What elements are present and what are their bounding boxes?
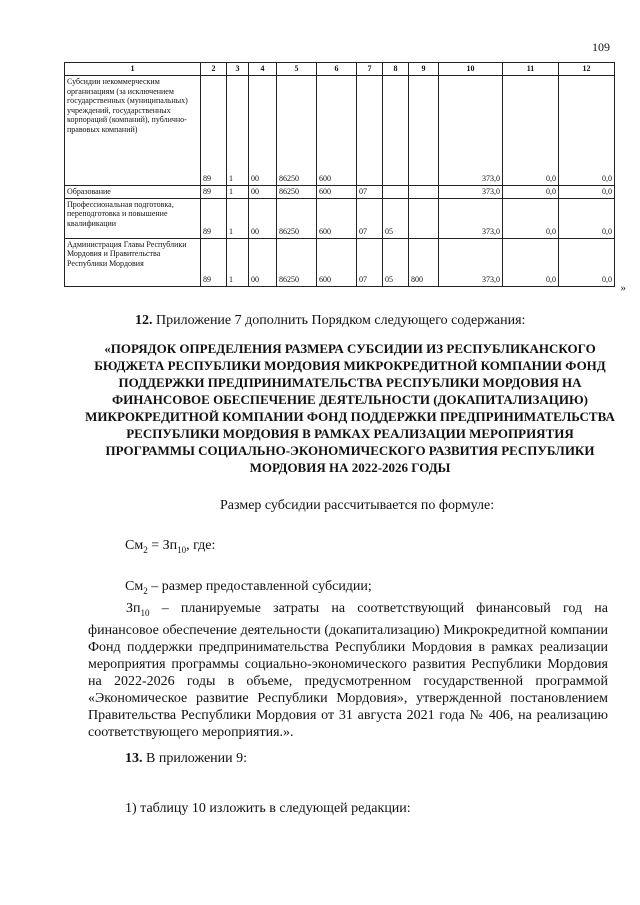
table-cell: 07 <box>357 186 383 199</box>
table-cell: 00 <box>249 198 277 238</box>
table-cell: 89 <box>201 76 227 186</box>
table-cell <box>383 76 409 186</box>
table-cell: 86250 <box>277 238 317 286</box>
table-cell <box>409 198 439 238</box>
column-header-10: 10 <box>439 63 503 76</box>
table-cell: 0,0 <box>559 198 615 238</box>
item-13-text: В приложении 9: <box>146 751 248 766</box>
definition-zp <box>88 600 608 741</box>
item-13 <box>125 750 640 767</box>
table-cell: 373,0 <box>439 238 503 286</box>
table-cell: 0,0 <box>503 238 559 286</box>
column-header-12: 12 <box>559 63 615 76</box>
table-cell <box>409 76 439 186</box>
table-cell: 1 <box>227 238 249 286</box>
table-cell: 0,0 <box>559 238 615 286</box>
table-cell <box>409 186 439 199</box>
order-title: «ПОРЯДОК ОПРЕДЕЛЕНИЯ РАЗМЕРА СУБСИДИИ ИЗ РЕСПУБЛИКАНСКОГО БЮДЖЕТА РЕСПУБЛИКИ МОРДОВИЯ МИКРОКРЕДИТНОЙ КОМПАНИИ ФОНД ПОДДЕРЖКИ ПРЕДПРИНИМАТЕЛЬСТВА РЕСПУБЛИКИ МОРДОВИЯ НА ФИНАНСОВОЕ ОБЕСПЕЧЕНИЕ ДЕЯТЕЛЬНОСТИ (ДОКАПИТАЛИЗАЦИЮ) МИКРОКРЕДИТНОЙ КОМПАНИИ ФОНД ПОДДЕРЖКИ ПРЕДПРИНИМАТЕЛЬСТВА РЕСПУБЛИКИ МОРДОВИЯ В РАМКАХ РЕАЛИЗАЦИИ МЕРОПРИЯТИЯ ПРОГРАММЫ СОЦИАЛЬНО-ЭКОНОМИЧЕСКОГО РАЗВИТИЯ РЕСПУБЛИКИ МОРДОВИЯ НА 2022-2026 ГОДЫ <box>85 341 615 475</box>
table-cell: 05 <box>383 238 409 286</box>
table-closing-quote: » <box>620 282 626 294</box>
row-name-cell: Образование <box>65 186 201 199</box>
table-cell: 1 <box>227 186 249 199</box>
table-row <box>65 238 615 286</box>
table-cell: 600 <box>317 76 357 186</box>
table-cell: 0,0 <box>559 76 615 186</box>
table-cell: 07 <box>357 238 383 286</box>
zp-sub: 10 <box>140 607 150 618</box>
cm-symbol: См <box>125 579 144 594</box>
table-cell: 00 <box>249 238 277 286</box>
column-header-6: 6 <box>317 63 357 76</box>
column-header-9: 9 <box>409 63 439 76</box>
column-header-5: 5 <box>277 63 317 76</box>
table-cell: 05 <box>383 198 409 238</box>
table-cell: 07 <box>357 198 383 238</box>
table-cell: 800 <box>409 238 439 286</box>
table-row <box>65 198 615 238</box>
item-13-number: 13. <box>125 751 143 766</box>
column-header-7: 7 <box>357 63 383 76</box>
item-12-text: Приложение 7 дополнить Порядком следующего содержания: <box>156 313 526 328</box>
table-cell: 86250 <box>277 198 317 238</box>
table-cell: 00 <box>249 76 277 186</box>
cm-sub: 2 <box>143 585 148 596</box>
table-header-row <box>65 63 615 76</box>
formula-eq: = Зп <box>147 538 178 553</box>
zp-symbol: Зп <box>126 601 141 616</box>
table-cell: 00 <box>249 186 277 199</box>
table-cell: 0,0 <box>503 76 559 186</box>
table-cell: 1 <box>227 198 249 238</box>
table-row <box>65 186 615 199</box>
table-cell: 86250 <box>277 76 317 186</box>
table-cell <box>383 186 409 199</box>
table-cell: 0,0 <box>503 198 559 238</box>
table-cell: 373,0 <box>439 198 503 238</box>
formula-rhs-sub: 10 <box>177 544 187 555</box>
table-cell: 600 <box>317 186 357 199</box>
column-header-3: 3 <box>227 63 249 76</box>
table-cell: 600 <box>317 198 357 238</box>
table-cell: 0,0 <box>503 186 559 199</box>
column-header-11: 11 <box>503 63 559 76</box>
formula-lhs: См <box>125 538 144 553</box>
formula-lhs-sub: 2 <box>143 544 148 555</box>
table-cell: 373,0 <box>439 76 503 186</box>
column-header-1: 1 <box>65 63 201 76</box>
page-number: 109 <box>592 40 610 54</box>
table-cell: 89 <box>201 238 227 286</box>
table-cell: 373,0 <box>439 186 503 199</box>
table-row <box>65 76 615 186</box>
budget-table <box>64 62 615 287</box>
row-name-cell: Профессиональная подготовка, переподготовка и повышение квалификации <box>65 198 201 238</box>
formula-tail: , где: <box>186 538 216 553</box>
row-name-cell: Администрация Главы Республики Мордовия и Правительства Республики Мордовия <box>65 238 201 286</box>
formula <box>125 538 215 555</box>
column-header-2: 2 <box>201 63 227 76</box>
column-header-8: 8 <box>383 63 409 76</box>
table-cell: 1 <box>227 76 249 186</box>
definition-cm <box>125 578 640 600</box>
table-cell: 600 <box>317 238 357 286</box>
column-header-4: 4 <box>249 63 277 76</box>
formula-intro: Размер субсидии рассчитывается по формуле: <box>220 498 495 513</box>
item-12 <box>135 312 640 329</box>
table-cell: 89 <box>201 186 227 199</box>
item-12-number: 12. <box>135 313 153 328</box>
table-cell: 89 <box>201 198 227 238</box>
zp-text: – планируемые затраты на соответствующий финансовый год на финансовое обеспечение деятельности (докапитализацию) Микрокредитной компании Фонд поддержки предпринимательства Республики Мордовия в рамках реализации мероприятия программы социально-экономического развития Республики Мордовия на 2022-2026 годы в объеме, предусмотренном государственной программой «Экономическое развитие Республики Мордовия», утвержденной постановлением Правительства Республики Мордовия от 31 августа 2021 года № 406, на реализацию соответствующего мероприятия.». <box>88 601 608 740</box>
cm-text: – размер предоставленной субсидии; <box>147 579 372 594</box>
table-cell: 86250 <box>277 186 317 199</box>
subitem-1: 1) таблицу 10 изложить в следующей редакции: <box>125 801 411 816</box>
row-name-cell: Субсидии некоммерческим организациям (за исключением государственных (муниципальных) учреждений, государственных корпораций (компаний), публично-правовых компаний) <box>65 76 201 186</box>
table-cell <box>357 76 383 186</box>
table-cell: 0,0 <box>559 186 615 199</box>
